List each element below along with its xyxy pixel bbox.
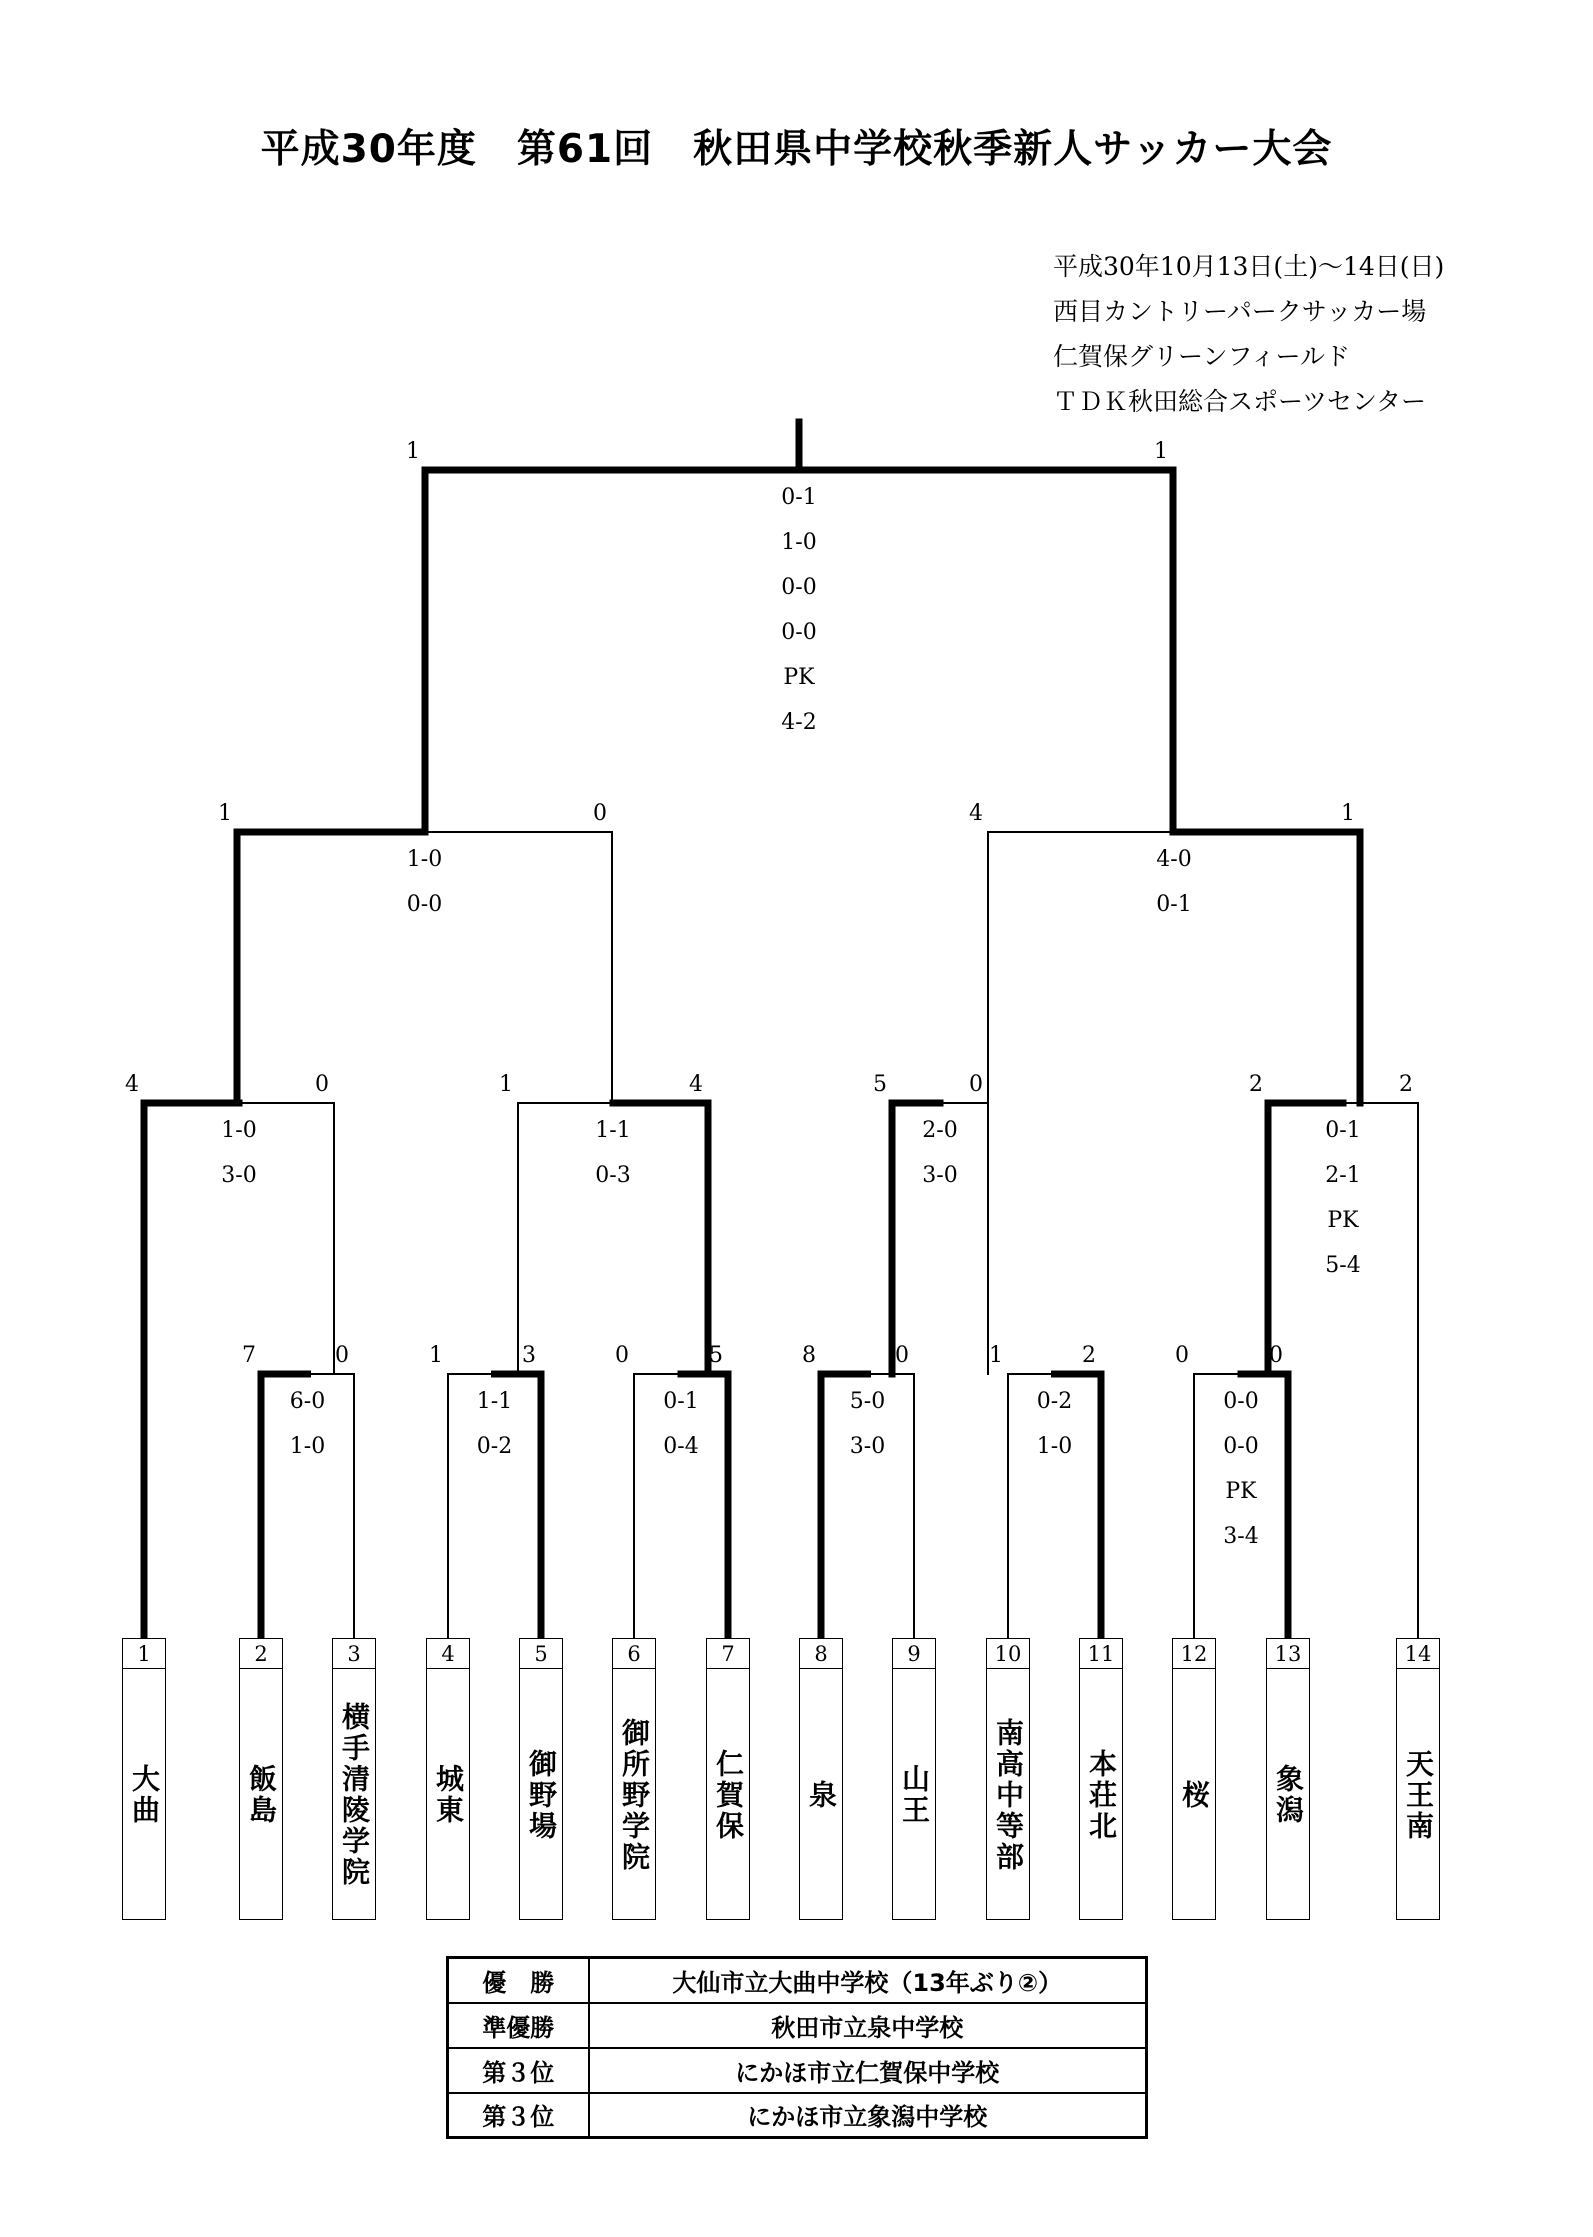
venue-line-3: ＴＤＫ秋田総合スポーツセンター xyxy=(1053,387,1427,416)
rank-label: 第３位 xyxy=(448,2093,589,2138)
rank-label: 第３位 xyxy=(448,2048,589,2093)
match-score-line: 0-1 xyxy=(1325,1118,1361,1143)
team-name: 横手清陵学院 xyxy=(338,1702,371,1888)
team-number: 6 xyxy=(613,1639,655,1669)
team-box xyxy=(519,1638,563,1920)
match-score-line: PK xyxy=(783,665,815,690)
left-score: 5 xyxy=(873,1072,887,1097)
left-score: 0 xyxy=(1175,1343,1189,1368)
rank-label: 優 勝 xyxy=(448,1958,589,2003)
right-score: 1 xyxy=(1154,439,1168,464)
match-score-line: 0-1 xyxy=(1156,892,1192,917)
team-number: 3 xyxy=(333,1639,375,1669)
left-score: 1 xyxy=(499,1072,513,1097)
venue-line-1: 西目カントリーパークサッカー場 xyxy=(1053,297,1427,326)
left-score: 4 xyxy=(125,1072,139,1097)
right-score: 0 xyxy=(969,1072,983,1097)
left-score: 4 xyxy=(969,801,983,826)
results-row xyxy=(448,2093,1147,2138)
team-box xyxy=(239,1638,283,1920)
team-box xyxy=(612,1638,656,1920)
match-score-line: 1-0 xyxy=(406,847,443,872)
match-score-line: 3-0 xyxy=(849,1434,886,1459)
school-name: にかほ市立象潟中学校 xyxy=(589,2093,1147,2138)
right-score: 0 xyxy=(1269,1343,1283,1368)
team-number: 10 xyxy=(987,1639,1029,1669)
results-row xyxy=(448,2048,1147,2093)
team-number: 9 xyxy=(893,1639,935,1669)
left-score: 2 xyxy=(1249,1072,1263,1097)
match-score-line: 4-0 xyxy=(1156,847,1192,872)
team-name: 仁賀保 xyxy=(712,1748,745,1842)
right-score: 2 xyxy=(1399,1072,1413,1097)
match-score-line: 0-3 xyxy=(595,1163,631,1188)
school-name: 秋田市立泉中学校 xyxy=(589,2003,1147,2048)
match-score-line: 1-1 xyxy=(595,1118,631,1143)
match-score-line: 3-4 xyxy=(1223,1524,1259,1549)
right-score: 4 xyxy=(689,1072,703,1097)
team-number: 2 xyxy=(240,1639,282,1669)
left-score: 1 xyxy=(406,439,420,464)
match-score-line: 0-0 xyxy=(1223,1389,1259,1414)
left-score: 1 xyxy=(429,1343,443,1368)
team-box xyxy=(799,1638,843,1920)
results-row xyxy=(448,2003,1147,2048)
match-score-line: 3-0 xyxy=(922,1163,958,1188)
match-score-line: 2-0 xyxy=(922,1118,958,1143)
match-score-line: 0-0 xyxy=(406,892,443,917)
team-box xyxy=(332,1638,376,1920)
team-box xyxy=(892,1638,936,1920)
team-number: 13 xyxy=(1267,1639,1309,1669)
team-number: 5 xyxy=(520,1639,562,1669)
match-score-line: 1-0 xyxy=(781,530,817,555)
right-score: 0 xyxy=(593,801,607,826)
right-score: 0 xyxy=(315,1072,329,1097)
team-name: 御野場 xyxy=(525,1748,558,1842)
team-name: 泉 xyxy=(805,1779,838,1811)
left-score: 1 xyxy=(218,801,232,826)
rank-label: 準優勝 xyxy=(448,2003,589,2048)
team-name: 飯島 xyxy=(245,1764,278,1826)
venue-line-2: 仁賀保グリーンフィールド xyxy=(1053,342,1351,371)
match-score-line: 1-0 xyxy=(1036,1434,1073,1459)
match-score-line: 0-1 xyxy=(663,1389,699,1414)
team-name: 本荘北 xyxy=(1085,1748,1118,1842)
match-score-line: 0-4 xyxy=(663,1434,699,1459)
team-name: 城東 xyxy=(432,1764,465,1826)
right-score: 5 xyxy=(709,1343,723,1368)
match-score-line: 5-4 xyxy=(1325,1253,1361,1278)
match-score-line: 6-0 xyxy=(289,1389,326,1414)
match-score-line: 5-0 xyxy=(849,1389,886,1414)
team-name: 山王 xyxy=(898,1764,931,1826)
team-name: 南高中等部 xyxy=(992,1717,1025,1873)
match-score-line: 0-2 xyxy=(1036,1389,1073,1414)
left-score: 7 xyxy=(242,1343,256,1368)
team-box xyxy=(1079,1638,1123,1920)
team-box xyxy=(122,1638,166,1920)
match-score-line: 0-1 xyxy=(781,485,817,510)
match-score-line: 3-0 xyxy=(221,1163,257,1188)
team-box xyxy=(706,1638,750,1920)
team-name: 桜 xyxy=(1178,1779,1211,1811)
team-number: 11 xyxy=(1080,1639,1122,1669)
match-score-line: 0-2 xyxy=(476,1434,513,1459)
team-number: 7 xyxy=(707,1639,749,1669)
match-score-line: 0-0 xyxy=(781,575,817,600)
team-number: 12 xyxy=(1173,1639,1215,1669)
match-score-line: 2-1 xyxy=(1325,1163,1361,1188)
left-score: 8 xyxy=(802,1343,816,1368)
school-name: にかほ市立仁賀保中学校 xyxy=(589,2048,1147,2093)
team-box xyxy=(1172,1638,1216,1920)
right-score: 0 xyxy=(895,1343,909,1368)
team-name: 象潟 xyxy=(1272,1764,1305,1826)
right-score: 3 xyxy=(522,1343,536,1368)
date-line: 平成30年10月13日(土)～14日(日) xyxy=(1053,252,1445,281)
match-score-line: 1-1 xyxy=(476,1389,513,1414)
right-score: 2 xyxy=(1082,1343,1096,1368)
team-name: 天王南 xyxy=(1402,1748,1435,1842)
team-box xyxy=(986,1638,1030,1920)
match-score-line: 1-0 xyxy=(289,1434,326,1459)
team-number: 14 xyxy=(1397,1639,1439,1669)
team-box xyxy=(426,1638,470,1920)
results-row xyxy=(448,1958,1147,2003)
team-name: 大曲 xyxy=(128,1764,161,1826)
match-score-line: 0-0 xyxy=(781,620,817,645)
team-number: 4 xyxy=(427,1639,469,1669)
team-number: 1 xyxy=(123,1639,165,1669)
results-table xyxy=(446,1956,1148,2139)
page-title: 平成30年度 第61回 秋田県中学校秋季新人サッカー大会 xyxy=(260,127,1333,172)
team-number: 8 xyxy=(800,1639,842,1669)
match-score-line: PK xyxy=(1225,1479,1257,1504)
match-score-line: 0-0 xyxy=(1223,1434,1259,1459)
match-score-line: PK xyxy=(1327,1208,1359,1233)
right-score: 0 xyxy=(335,1343,349,1368)
team-box xyxy=(1266,1638,1310,1920)
match-score-line: 4-2 xyxy=(781,710,817,735)
school-name: 大仙市立大曲中学校（13年ぶり②） xyxy=(589,1958,1147,2003)
left-score: 1 xyxy=(989,1343,1003,1368)
team-box xyxy=(1396,1638,1440,1920)
right-score: 1 xyxy=(1341,801,1355,826)
team-name: 御所野学院 xyxy=(618,1717,651,1873)
match-score-line: 1-0 xyxy=(221,1118,257,1143)
left-score: 0 xyxy=(615,1343,629,1368)
